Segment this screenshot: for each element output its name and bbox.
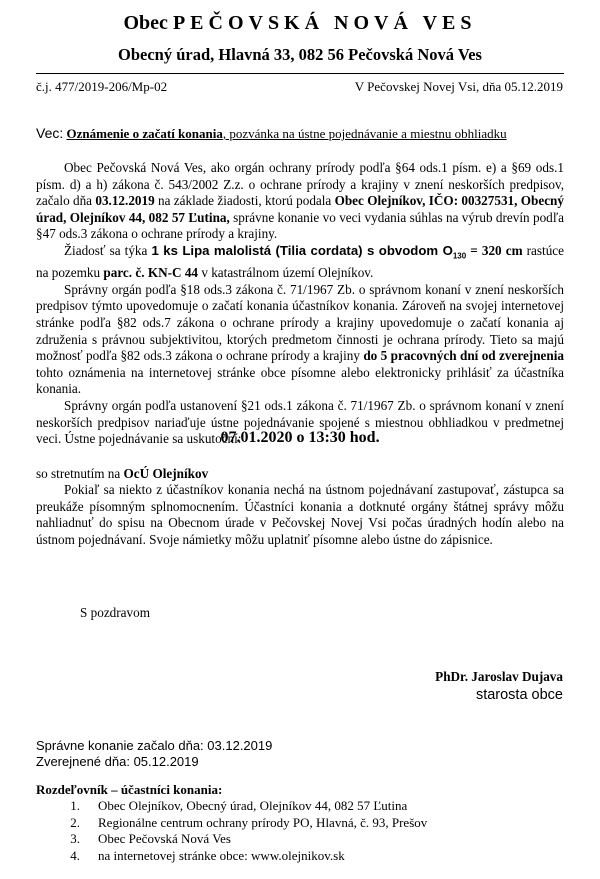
distribution-heading: Rozdeľovník – účastníci konania:: [36, 782, 223, 797]
list-number: 2.: [70, 814, 80, 830]
office-address: Obecný úrad, Hlavná 33, 082 56 Pečovská Nová Ves: [118, 45, 482, 64]
meeting-place: OcÚ Olejníkov: [123, 466, 209, 481]
paragraph2-text-2: rastúce na pozemku: [36, 242, 565, 281]
list-item: [56, 798, 427, 815]
distribution-list: [56, 798, 427, 864]
paragraph-participants: [36, 282, 564, 398]
hearing-datetime: 07.01.2020 o 13:30 hod.: [220, 429, 380, 446]
signatory-role: starosta obce: [475, 687, 563, 703]
meeting-place-line: [36, 466, 208, 482]
place-and-date: V Pečovskej Novej Vsi, dňa 05.12.2019: [354, 79, 563, 94]
paragraph-tree: [36, 243, 564, 282]
subject-rest: , pozvánka na ústne pojednávanie a miestnu obhliadku: [222, 126, 507, 141]
list-item: [56, 831, 427, 848]
list-text: Regionálne centrum ochrany prírody PO, Hlavná, č. 93, Prešov: [98, 814, 428, 830]
list-item: [56, 815, 427, 832]
subject-label: Vec:: [36, 125, 64, 141]
list-number: 3.: [70, 831, 80, 846]
letter-body: [36, 160, 564, 448]
applicant: Obec Olejníkov, IČO: 00327531, Obecný úrad, Olejníkov 44, 082 57 Ľutina,: [36, 193, 564, 225]
paragraph3-text-2: tohto oznámenia na internetovej stránke obce písomne alebo elektronicky prihlásiť za účastníka konania.: [36, 364, 564, 397]
registration-deadline: do 5 pracovných dní od zverejnenia: [363, 348, 564, 364]
paragraph1-text-3: správne konanie vo veci vydania súhlas na výrub drevín podľa §47 ods.3 zákona o ochrane prírody a krajiny.: [36, 209, 564, 242]
municipality-title: [0, 12, 600, 35]
signatory-name: PhDr. Jaroslav Dujava: [435, 669, 563, 684]
paragraph-notice: [36, 160, 564, 243]
list-number: 1.: [70, 798, 80, 813]
paragraph3-text-1: Správny orgán podľa §18 ods.3 zákona č. 71/1967 Zb. o správnom konaní v znení neskorších predpisov týmto upovedomuje o začatí konania účastníkov konania. Zároveň na svojej internetovej stránke podľa §82 ods.7 zákona o ochrane prírody a krajiny upovedomuje o začatí konania aj združenia s právnou subjektivitou, ktorých predmetom činnosti je ochrana prírody. Tieto sa majú možnosť podľa §82 ods.3 zákona o ochrane prírody a krajiny: [36, 281, 564, 364]
list-item: [56, 848, 427, 865]
paragraph2-text-3: v katastrálnom území Olejníkov.: [198, 265, 374, 281]
paragraph1-text-1: Obec Pečovská Nová Ves, ako orgán ochrany prírody podľa §64 ods.1 písm. e) a §69 ods.1 písm. d) a h) zákona č. 543/2002 Z.z. o ochrane prírody a krajiny v znení neskorších predpisov, začalo dňa: [36, 160, 564, 209]
reference-number: č.j. 477/2019-206/Mp-02: [36, 79, 168, 94]
paragraph-hearing: Správny orgán podľa ustanovení §21 ods.1 zákona č. 71/1967 Zb. o správnom konaní v znení neskorších predpisov nariaďuje ústne pojednávanie spojené s miestnou obhliadkou v predmetnej veci. Ústne pojednávanie sa uskutoční:: [36, 397, 564, 447]
list-text: na internetovej stránke obce: www.olejnikov.sk: [98, 847, 345, 863]
list-text: Obec Pečovská Nová Ves: [98, 831, 231, 846]
paragraph2-text-1: Žiadosť sa týka: [64, 242, 152, 258]
parcel-number: parc. č. KN-C 44: [103, 265, 199, 281]
publication-date: Zverejnené dňa: 05.12.2019: [36, 754, 199, 769]
header-divider: [36, 73, 564, 74]
circumference-subscript: 130: [452, 251, 467, 261]
letter-body-2: [36, 482, 564, 548]
list-text: Obec Olejníkov, Obecný úrad, Olejníkov 44, 082 57 Ľutina: [98, 798, 408, 813]
meeting-prefix: so stretnutím na: [36, 466, 124, 481]
subject-line: [36, 125, 576, 142]
subject-main: Oznámenie o začatí konania: [66, 126, 223, 141]
title-prefix: Obec: [123, 12, 168, 34]
circumference-value: = 320 cm: [466, 242, 523, 258]
paragraph1-text-2: na základe žiadosti, ktorú podala: [154, 193, 335, 209]
proceedings-start-date: Správne konanie začalo dňa: 03.12.2019: [36, 738, 273, 753]
title-municipality-name: PEČOVSKÁ NOVÁ VES: [172, 12, 477, 34]
greeting: S pozdravom: [80, 605, 150, 620]
list-number: 4.: [70, 847, 80, 863]
start-date: 03.12.2019: [95, 193, 155, 209]
paragraph-representation: Pokiaľ sa niekto z účastníkov konania nechá na ústnom pojednávaní zastupovať, zástupca sa preukáže písomným splnomocnením. Účastníci konania a dotknuté orgány štátnej správy môžu nahliadnuť do spisu na Obecnom úrade v Pečovskej Novej Vsi počas úradných hodín alebo na ústnom pojednávaní. Svoje námietky môžu uplatniť písomne alebo ústne do zápisnice.: [36, 482, 564, 547]
tree-description: 1 ks Lipa malolistá (Tilia cordata) s obvodom O: [151, 242, 453, 258]
